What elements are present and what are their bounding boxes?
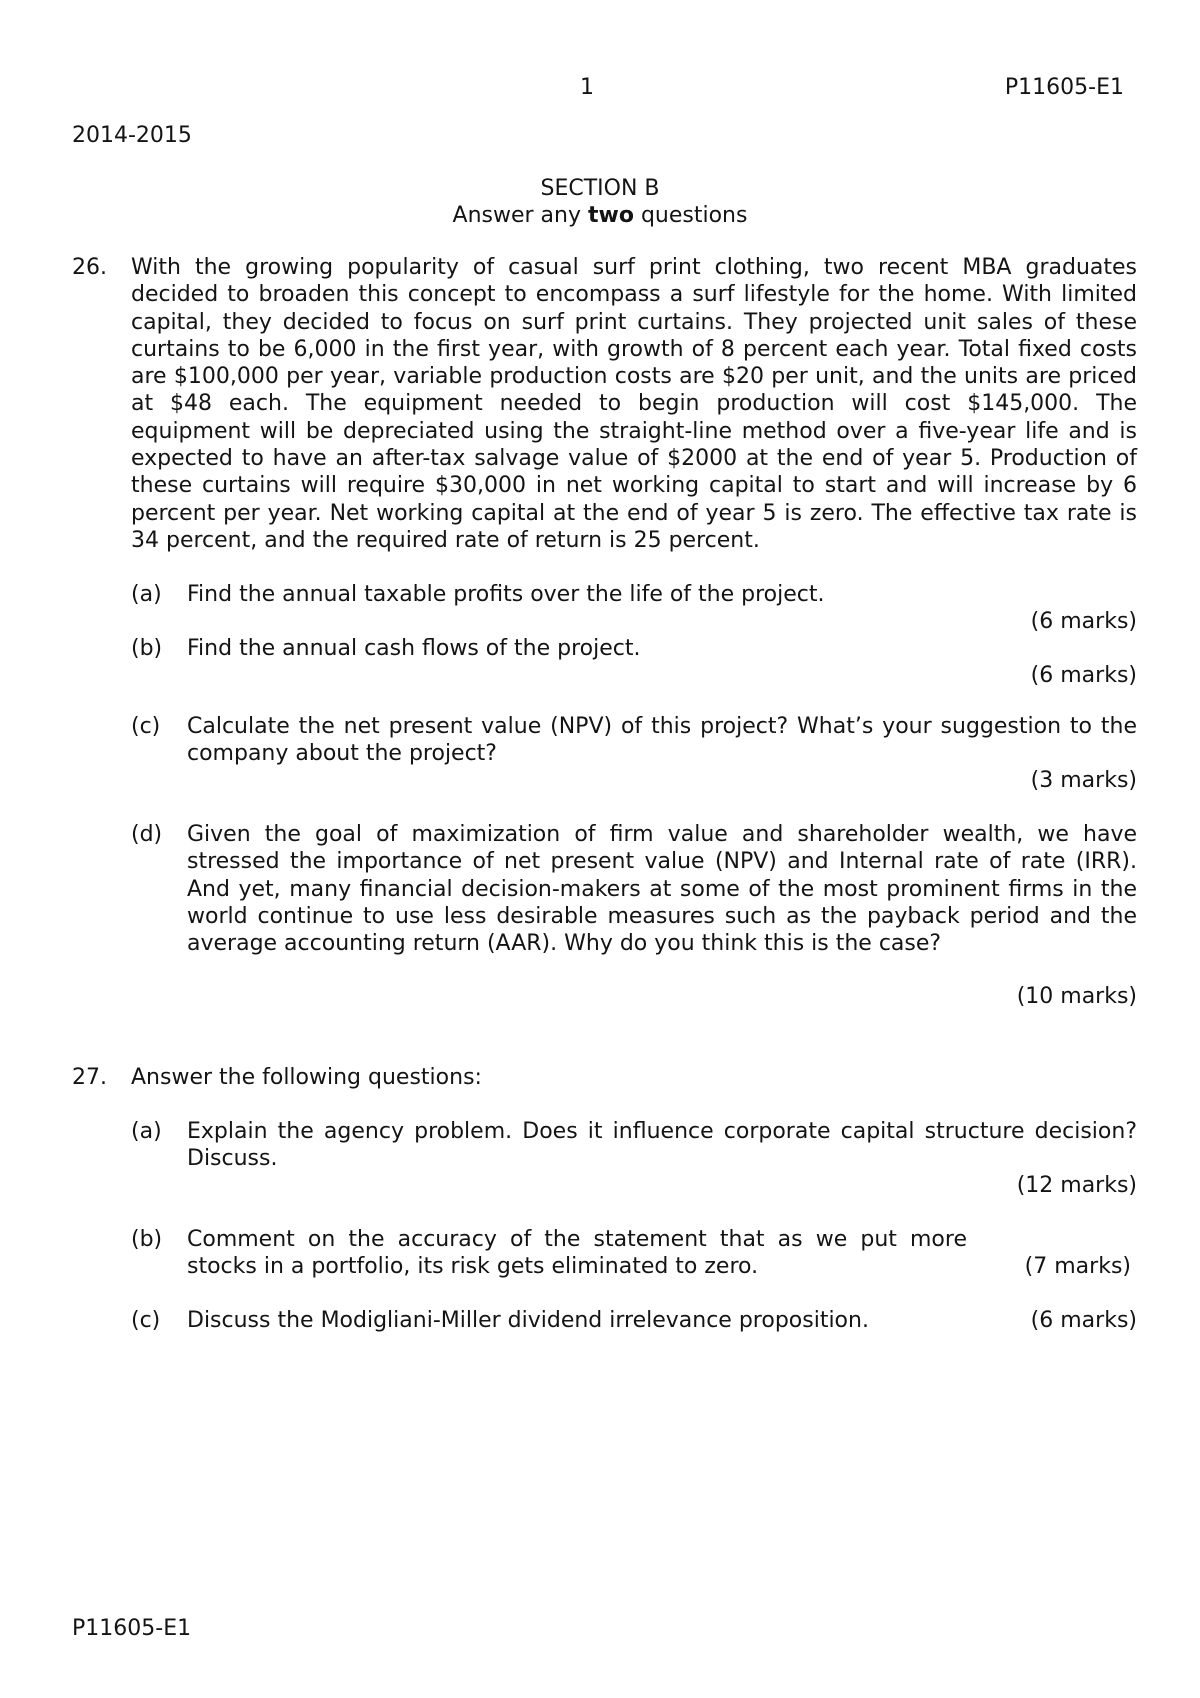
question-26-number: 26. — [72, 255, 107, 280]
q26-part-a-label: (a) — [131, 582, 162, 607]
page-number: 1 — [580, 75, 594, 100]
instruction-bold: two — [587, 203, 634, 228]
academic-year: 2014-2015 — [72, 123, 192, 148]
section-title: SECTION B — [540, 176, 660, 201]
q26-part-a-text: Find the annual taxable profits over the life of the project. — [187, 582, 825, 607]
q26-part-b-marks: (6 marks) — [1030, 663, 1137, 688]
q26-part-d-label: (d) — [131, 822, 163, 847]
q27-part-c-label: (c) — [131, 1308, 161, 1333]
paper-code-footer: P11605-E1 — [72, 1616, 192, 1641]
q27-part-a-label: (a) — [131, 1119, 162, 1144]
question-26-text: With the growing popularity of casual surf print clothing, two recent MBA graduates decided to broaden this concept to encompass a surf lifestyle for the home. With limited capital, they decided to focus on surf print curtains. They projected unit sales of these curtains to be 6,000 in the first year, with growth of 8 percent each year. Total fixed costs are $100,000 per year, variable production costs are $20 per unit, and the units are priced at $48 each. The equipment needed to begin production will cost $145,000. The equipment will be depreciated using the straight-line method over a five-year life and is expected to have an after-tax salvage value of $2000 at the end of year 5. Production of these curtains will require $30,000 in net working capital to start and will increase by 6 percent per year. Net working capital at the end of year 5 is zero. The effective tax rate is 34 percent, and the required rate of return is 25 percent. — [131, 255, 1137, 553]
question-27-text: Answer the following questions: — [131, 1065, 482, 1090]
q26-part-c-label: (c) — [131, 714, 161, 739]
q26-part-d-text: Given the goal of maximization of firm value and shareholder wealth, we have stressed the importance of net present value (NPV) and Internal rate of rate (IRR). And yet, many financial decision-makers at some of the most prominent firms in the world continue to use less desirable measures such as the payback period and the average accounting return (AAR). Why do you think this is the case? — [187, 822, 1137, 957]
q27-part-b-label: (b) — [131, 1227, 163, 1252]
paper-code-header: P11605-E1 — [1004, 75, 1124, 100]
q27-part-c-text: Discuss the Modigliani-Miller dividend irrelevance proposition. — [187, 1308, 869, 1333]
instruction-suffix: questions — [640, 203, 748, 228]
q26-part-c-marks: (3 marks) — [1030, 768, 1137, 793]
q26-part-a-marks: (6 marks) — [1030, 609, 1137, 634]
q27-part-b-text: Comment on the accuracy of the statement that as we put more stocks in a portfolio, its risk gets eliminated to zero. — [187, 1227, 967, 1280]
section-instruction — [0, 202, 1200, 229]
q27-part-a-marks: (12 marks) — [1016, 1173, 1137, 1198]
q27-part-b-marks: (7 marks) — [1024, 1254, 1131, 1279]
q26-part-d-marks: (10 marks) — [1016, 984, 1137, 1009]
q26-part-b-label: (b) — [131, 636, 163, 661]
q27-part-a-text: Explain the agency problem. Does it influence corporate capital structure decision? Discuss. — [187, 1119, 1137, 1172]
q27-part-c-marks: (6 marks) — [1030, 1308, 1137, 1333]
question-27-number: 27. — [72, 1065, 107, 1090]
q26-part-c-text: Calculate the net present value (NPV) of this project? What’s your suggestion to the company about the project? — [187, 714, 1137, 767]
q26-part-b-text: Find the annual cash flows of the project. — [187, 636, 641, 661]
instruction-prefix: Answer any — [452, 203, 581, 228]
